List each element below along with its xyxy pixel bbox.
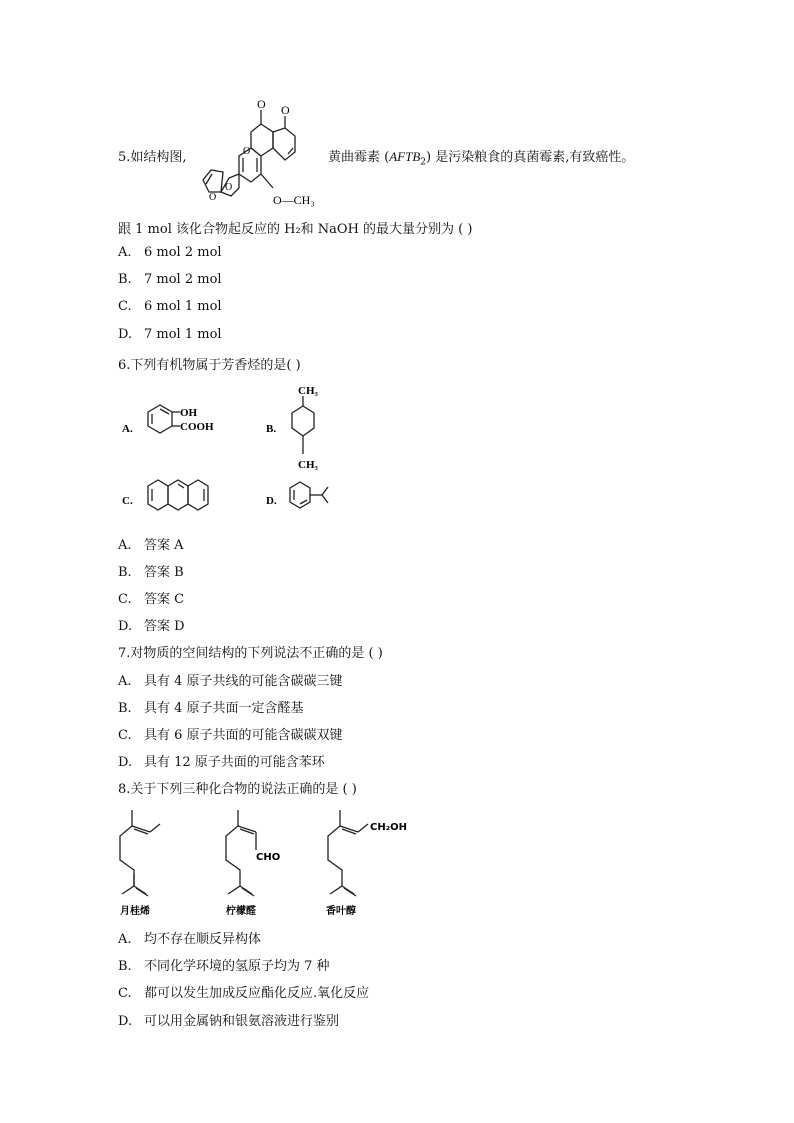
q8-cho: CHO bbox=[256, 852, 281, 863]
q5-option-b[interactable]: B. 7 mol 2 mol bbox=[118, 272, 222, 287]
svg-text:O: O bbox=[225, 182, 233, 193]
q6-structures-figure bbox=[118, 380, 348, 520]
q8-option-a[interactable]: A. 均不存在顺反异构体 bbox=[118, 932, 262, 947]
q5-option-c[interactable]: C. 6 mol 1 mol bbox=[118, 299, 222, 314]
q7-stem: 7.对物质的空间结构的下列说法不正确的是 ( ) bbox=[118, 646, 383, 661]
q6-option-a[interactable]: A. 答案 A bbox=[118, 538, 184, 553]
q8-option-d[interactable]: D. 可以用金属钠和银氨溶液进行鉴别 bbox=[118, 1014, 340, 1029]
q8-stem: 8.关于下列三种化合物的说法正确的是 ( ) bbox=[118, 782, 357, 797]
aflatoxin-structure bbox=[195, 92, 335, 212]
q8-option-b[interactable]: B. 不同化学环境的氢原子均为 7 种 bbox=[118, 959, 330, 974]
svg-text:O: O bbox=[209, 192, 217, 203]
q6-fig-c-label: C. bbox=[122, 495, 133, 507]
q5-formula-sub: 2 bbox=[420, 157, 427, 168]
q6-fig-a-label: A. bbox=[122, 423, 133, 435]
q5-stem: 跟 1 mol 该化合物起反应的 H₂和 NaOH 的最大量分别为 ( ) bbox=[118, 222, 473, 237]
q5-text-after: 黄曲霉素 ( bbox=[328, 150, 390, 165]
q5-option-a[interactable]: A. 6 mol 2 mol bbox=[118, 245, 222, 260]
q6-fig-b-bottom: CH₃ bbox=[298, 459, 318, 471]
q5-formula: AFTB bbox=[389, 149, 421, 164]
svg-text:O: O bbox=[281, 103, 290, 117]
methoxy-label: O—CH₃ bbox=[273, 193, 315, 207]
q6-fig-b-top: CH₃ bbox=[298, 385, 318, 397]
q8-ch2oh: CH₂OH bbox=[370, 822, 407, 833]
q6-option-c[interactable]: C. 答案 C bbox=[118, 592, 185, 607]
q7-option-b[interactable]: B. 具有 4 原子共面一定含醛基 bbox=[118, 701, 304, 716]
q8-name-citral: 柠檬醛 bbox=[226, 906, 256, 917]
q5-text-end: ) 是污染粮食的真菌霉素,有致癌性。 bbox=[426, 150, 635, 165]
q6-fig-a-cooh: COOH bbox=[180, 421, 214, 433]
q5-prefix: 5.如结构图, bbox=[118, 150, 187, 165]
q6-option-d[interactable]: D. 答案 D bbox=[118, 619, 185, 634]
q5-description bbox=[328, 146, 634, 168]
q7-option-d[interactable]: D. 具有 12 原子共面的可能含苯环 bbox=[118, 755, 325, 770]
q6-stem: 6.下列有机物属于芳香烃的是( ) bbox=[118, 358, 301, 373]
q5-option-d[interactable]: D. 7 mol 1 mol bbox=[118, 327, 222, 342]
q8-name-myrcene: 月桂烯 bbox=[120, 906, 150, 917]
svg-text:O: O bbox=[243, 146, 251, 157]
q8-name-geraniol: 香叶醇 bbox=[326, 906, 356, 917]
q6-fig-d-label: D. bbox=[266, 495, 277, 507]
q7-option-c[interactable]: C. 具有 6 原子共面的可能含碳碳双键 bbox=[118, 728, 343, 743]
q6-fig-b-label: B. bbox=[266, 423, 277, 435]
q7-option-a[interactable]: A. 具有 4 原子共线的可能含碳碳三键 bbox=[118, 674, 343, 689]
q6-fig-a-oh: OH bbox=[180, 407, 198, 419]
q6-option-b[interactable]: B. 答案 B bbox=[118, 565, 184, 580]
q8-terpenes-figure bbox=[110, 800, 410, 920]
svg-text:O: O bbox=[257, 97, 266, 111]
q8-option-c[interactable]: C. 都可以发生加成反应酯化反应.氧化反应 bbox=[118, 986, 370, 1001]
